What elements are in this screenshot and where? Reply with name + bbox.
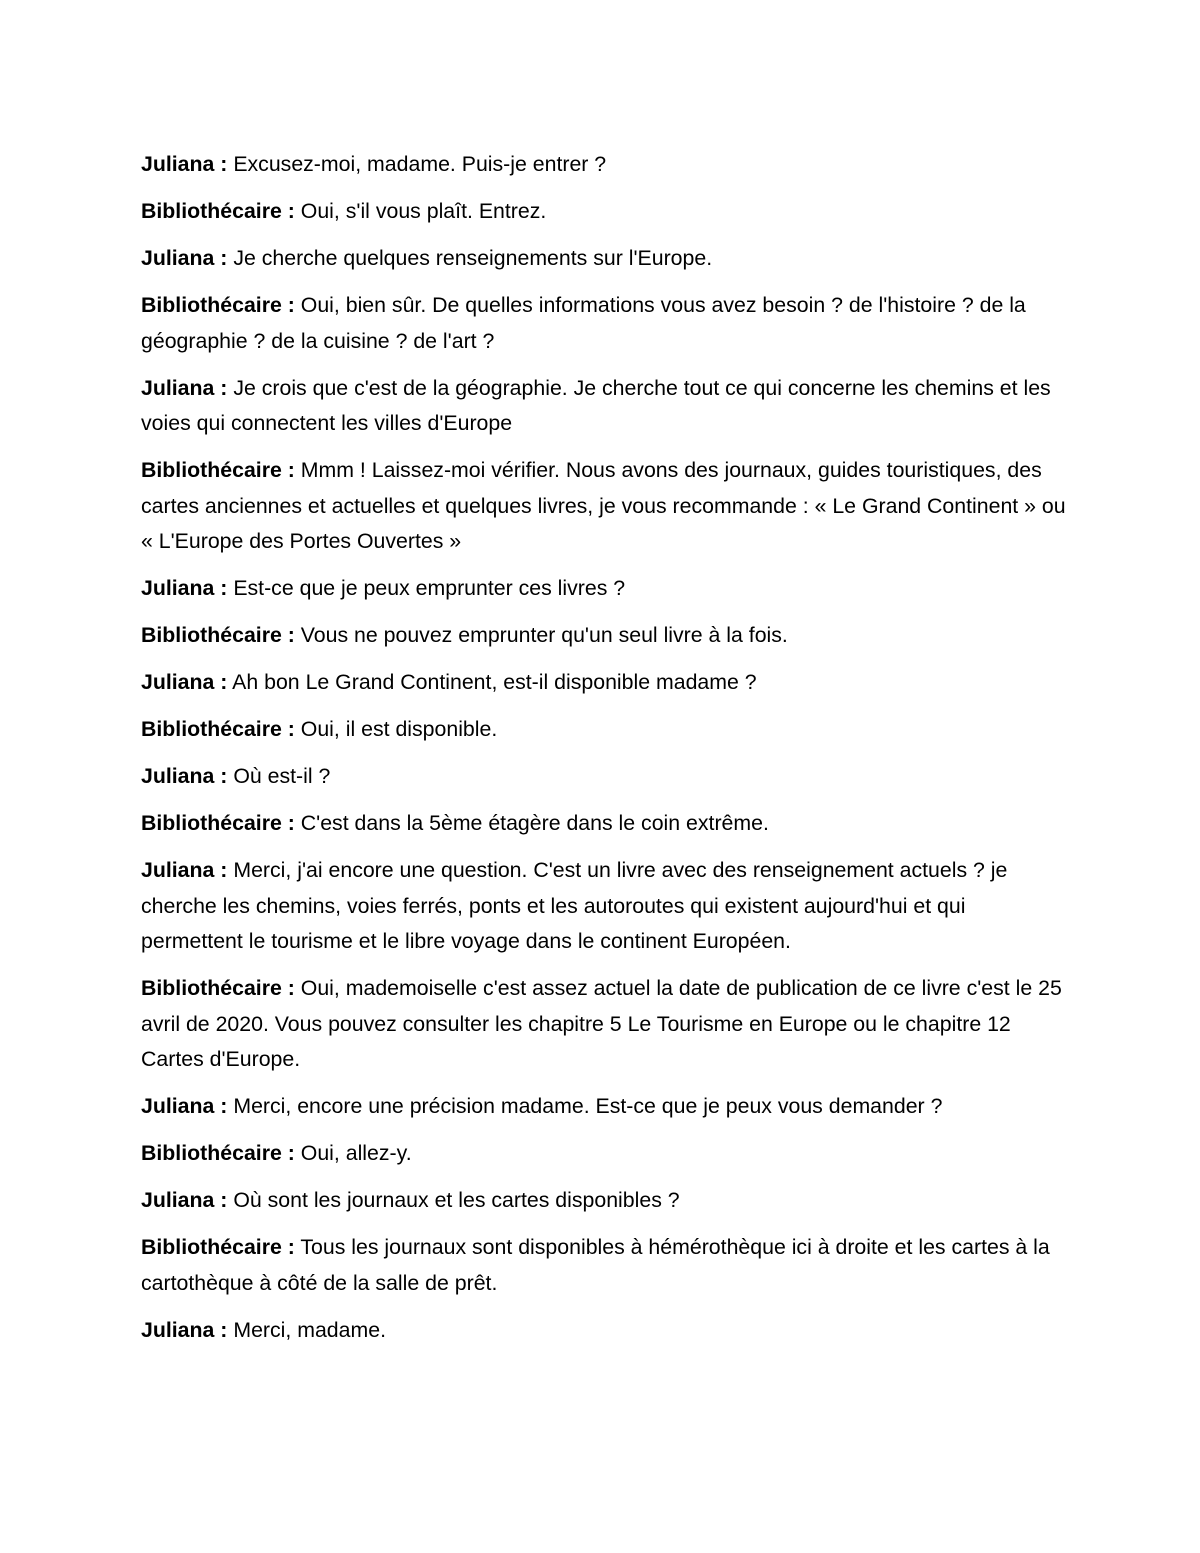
dialogue-text: Oui, allez-y.	[294, 1141, 412, 1165]
dialogue-text: Merci, j'ai encore une question. C'est un livre avec des renseignement actuels ? je cherche les chemins, voies ferrés, ponts et les autoroutes qui existent aujourd'hui et qui permettent le tourisme et le libre voyage dans le continent Européen.	[141, 858, 1008, 953]
speaker-name: Juliana :	[141, 375, 228, 400]
dialogue-text: Excusez-moi, madame. Puis-je entrer ?	[227, 152, 607, 176]
dialogue-turn	[141, 371, 1071, 442]
speaker-name: Juliana :	[141, 764, 228, 788]
dialogue-text: Je cherche quelques renseignements sur l'Europe.	[227, 246, 713, 270]
dialogue-text: Ah bon Le Grand Continent, est-il disponible madame ?	[227, 670, 757, 694]
dialogue-turn	[141, 288, 1071, 359]
dialogue-text: Mmm ! Laissez-moi vérifier. Nous avons des journaux, guides touristiques, des cartes anciennes et actuelles et quelques livres, je vous recommande : « Le Grand Continent » ou « L'Europe des Portes Ouvertes »	[141, 458, 1066, 553]
speaker-name: Bibliothécaire :	[141, 293, 295, 317]
dialogue-text: Où est-il ?	[227, 764, 331, 788]
speaker-name: Bibliothécaire :	[141, 1235, 295, 1259]
dialogue-turn	[141, 806, 1071, 842]
speaker-name: Bibliothécaire :	[141, 1141, 295, 1165]
dialogue-turn	[141, 241, 1071, 277]
speaker-name: Bibliothécaire :	[141, 458, 295, 482]
dialogue-turn	[141, 1136, 1071, 1172]
dialogue-text: Oui, mademoiselle c'est assez actuel la date de publication de ce livre c'est le 25 avril de 2020. Vous pouvez consulter les chapitre 5 Le Tourisme en Europe ou le chapitre 12 Cartes d'Europe.	[141, 976, 1062, 1071]
dialogue-turn	[141, 453, 1071, 560]
document-page	[141, 147, 1071, 1360]
speaker-name: Juliana :	[141, 670, 228, 694]
speaker-name: Bibliothécaire :	[141, 811, 295, 835]
dialogue-text: Oui, il est disponible.	[294, 717, 498, 741]
speaker-name: Bibliothécaire :	[141, 976, 295, 1000]
dialogue-text: Vous ne pouvez emprunter qu'un seul livre à la fois.	[294, 623, 788, 647]
speaker-name: Juliana :	[141, 1317, 228, 1342]
speaker-name: Juliana :	[141, 858, 228, 882]
dialogue-turn	[141, 853, 1071, 960]
dialogue-turn	[141, 1089, 1071, 1125]
dialogue-text: Je crois que c'est de la géographie. Je cherche tout ce qui concerne les chemins et les voies qui connectent les villes d'Europe	[141, 375, 1051, 435]
dialogue-text: C'est dans la 5ème étagère dans le coin extrême.	[294, 811, 769, 835]
dialogue-turn	[141, 194, 1071, 230]
speaker-name: Bibliothécaire :	[141, 717, 295, 741]
dialogue-text: Où sont les journaux et les cartes disponibles ?	[227, 1188, 680, 1212]
speaker-name: Juliana :	[141, 1094, 228, 1118]
dialogue-turn	[141, 618, 1071, 654]
dialogue-turn	[141, 147, 1071, 183]
dialogue-turn	[141, 759, 1071, 795]
speaker-name: Juliana :	[141, 152, 228, 176]
dialogue-text: Merci, encore une précision madame. Est-ce que je peux vous demander ?	[227, 1094, 943, 1118]
speaker-name: Juliana :	[141, 246, 228, 270]
dialogue-text: Merci, madame.	[227, 1317, 386, 1342]
dialogue-turn	[141, 712, 1071, 748]
dialogue-text: Tous les journaux sont disponibles à hémérothèque ici à droite et les cartes à la cartothèque à côté de la salle de prêt.	[141, 1235, 1050, 1295]
dialogue-turn	[141, 1183, 1071, 1219]
speaker-name: Juliana :	[141, 1188, 228, 1212]
dialogue-turn	[141, 971, 1071, 1078]
dialogue-text: Est-ce que je peux emprunter ces livres ?	[227, 576, 626, 600]
dialogue-turn	[141, 571, 1071, 607]
speaker-name: Bibliothécaire :	[141, 199, 295, 223]
dialogue-turn	[141, 665, 1071, 701]
speaker-name: Bibliothécaire :	[141, 623, 295, 647]
dialogue-text: Oui, s'il vous plaît. Entrez.	[294, 199, 547, 223]
dialogue-turn	[141, 1230, 1071, 1301]
speaker-name: Juliana :	[141, 576, 228, 600]
dialogue-text: Oui, bien sûr. De quelles informations vous avez besoin ? de l'histoire ? de la géographie ? de la cuisine ? de l'art ?	[141, 293, 1026, 353]
dialogue-turn	[141, 1313, 1071, 1349]
